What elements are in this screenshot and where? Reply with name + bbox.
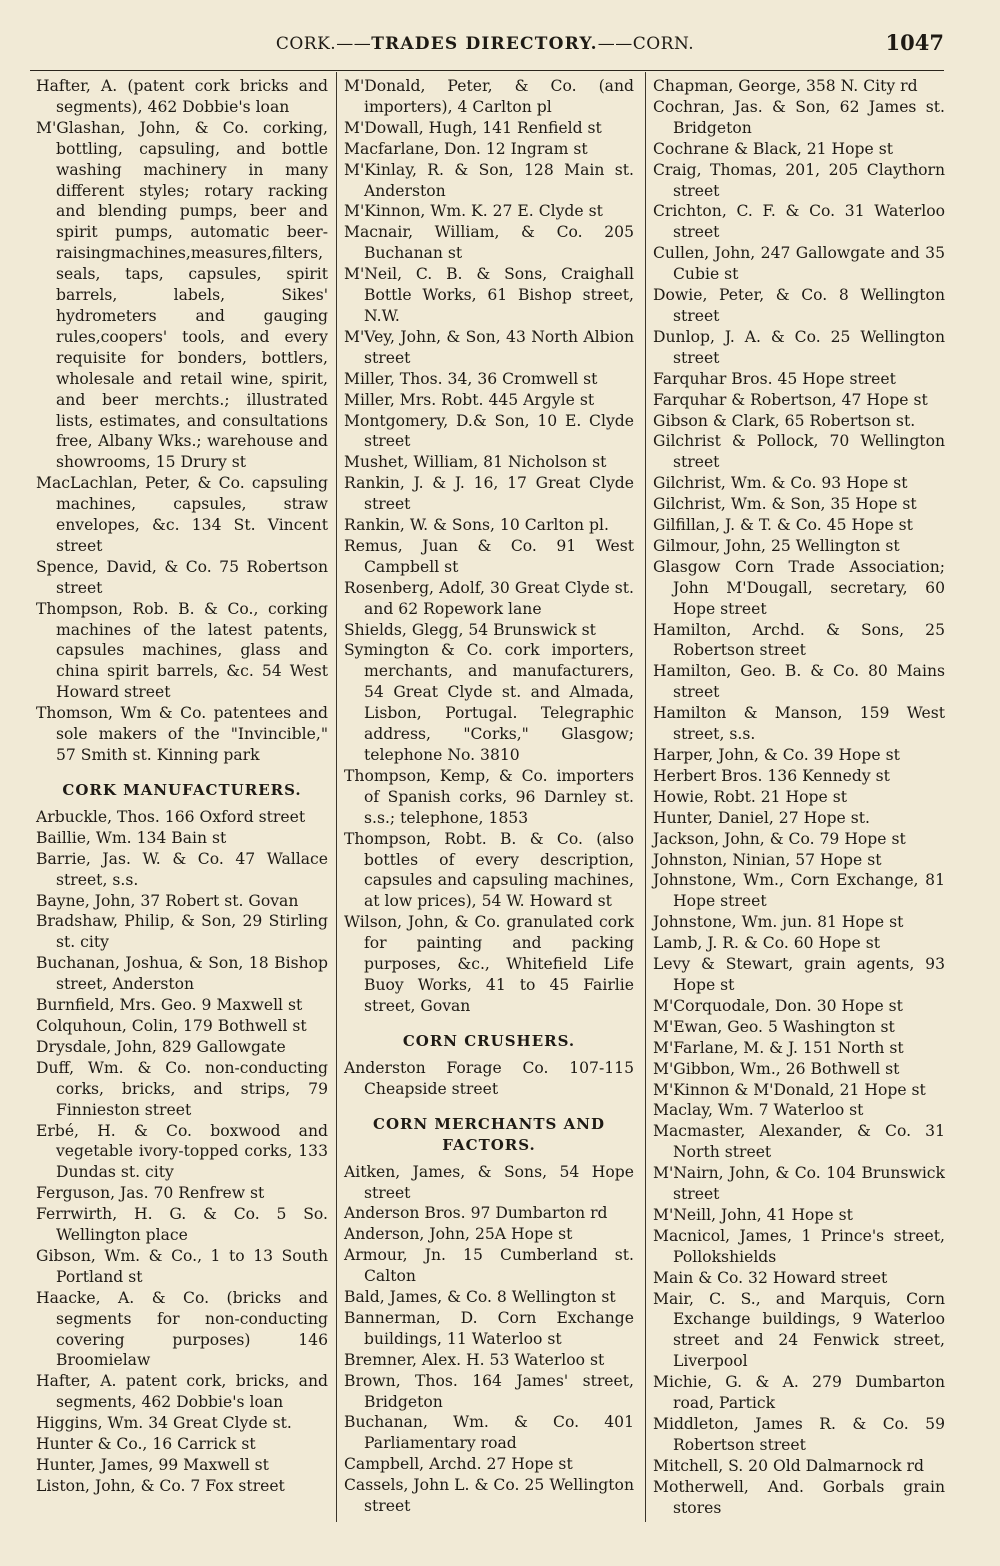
directory-entry: Campbell, Archd. 27 Hope st (344, 1455, 573, 1474)
directory-entry: Baillie, Wm. 134 Bain st (36, 828, 227, 847)
directory-entry: Jackson, John, & Co. 79 Hope st (653, 829, 906, 848)
directory-entry: Gilmour, John, 25 Wellington st (653, 536, 900, 555)
directory-entry: Chapman, George, 358 N. City rd (653, 77, 918, 95)
directory-entry: M'Dowall, Hugh, 141 Renfield st (344, 118, 602, 137)
directory-entry: Erbé, H. & Co. boxwood and vegetable ivory-topped corks, 133 Dundas st. city (36, 1121, 328, 1182)
directory-entry: M'Farlane, M. & J. 151 North st (653, 1038, 904, 1057)
directory-entry: Wilson, John, & Co. granulated cork for painting and packing purposes, &c., Whitefield Life Buoy Works, 41 to 45 Fairlie street, Govan (344, 913, 634, 1015)
directory-entry: Burnfield, Mrs. Geo. 9 Maxwell st (36, 996, 303, 1015)
directory-entry: Ferguson, Jas. 70 Renfrew st (36, 1184, 265, 1203)
directory-entry: Aitken, James, & Sons, 54 Hope street (344, 1162, 634, 1202)
directory-entry: Miller, Mrs. Robt. 445 Argyle st (344, 390, 595, 409)
directory-entry: Rankin, J. & J. 16, 17 Great Clyde street (344, 474, 634, 514)
running-title-center: TRADES DIRECTORY. (371, 34, 598, 54)
header-rule (30, 70, 944, 71)
directory-entry: Hunter & Co., 16 Carrick st (36, 1435, 256, 1454)
directory-entry: Buchanan, Wm. & Co. 401 Parliamentary road (344, 1413, 634, 1453)
directory-entry: Montgomery, D.& Son, 10 E. Clyde street (344, 411, 634, 451)
directory-entry: Gibson, Wm. & Co., 1 to 13 South Portland st (36, 1246, 328, 1286)
entry-list (344, 1162, 634, 1517)
directory-entry: Craig, Thomas, 201, 205 Claythorn street (653, 160, 945, 200)
directory-entry: Rosenberg, Adolf, 30 Great Clyde st. and 62 Ropework lane (344, 578, 634, 618)
directory-entry: Anderson Bros. 97 Dumbarton rd (344, 1204, 608, 1223)
directory-entry: Armour, Jn. 15 Cumberland st. Calton (344, 1246, 634, 1286)
directory-entry: Remus, Juan & Co. 91 West Campbell st (344, 536, 634, 576)
directory-entry: Bradshaw, Philip, & Son, 29 Stirling st. city (36, 912, 328, 952)
directory-entry: Hafter, A. (patent cork bricks and segments), 462 Dobbie's loan (36, 77, 328, 116)
directory-entry: Brown, Thos. 164 James' street, Bridgeton (344, 1371, 634, 1411)
directory-entry: Thompson, Rob. B. & Co., corking machines of the latest patents, capsules machines, glass and china spirit barrels, &c. 54 West Howard street (36, 599, 328, 702)
directory-entry: Johnston, Ninian, 57 Hope st (653, 850, 882, 869)
directory-entry: Main & Co. 32 Howard street (653, 1268, 888, 1287)
entry-list (344, 1058, 634, 1100)
directory-entry: Bald, James, & Co. 8 Wellington st (344, 1288, 616, 1307)
section-heading: CORK MANUFACTURERS. (62, 780, 302, 799)
directory-entry: Mushet, William, 81 Nicholson st (344, 453, 607, 472)
directory-entry: M'Neill, John, 41 Hope st (653, 1205, 853, 1224)
directory-entry: Cullen, John, 247 Gallowgate and 35 Cubie st (653, 244, 945, 284)
directory-entry: Haacke, A. & Co. (bricks and segments for non-conducting covering purposes) 146 Broomielaw (36, 1288, 328, 1370)
directory-entry: Macmaster, Alexander, & Co. 31 North street (653, 1122, 945, 1162)
directory-entry: M'Ewan, Geo. 5 Washington st (653, 1017, 895, 1036)
directory-entry: Thompson, Kemp, & Co. importers of Spanish corks, 96 Darnley st. s.s.; telephone, 1853 (344, 766, 634, 827)
directory-entry: Thomson, Wm & Co. patentees and sole makers of the "Invincible," 57 Smith st. Kinning park (36, 704, 328, 764)
directory-entry: Symington & Co. cork importers, merchants, and manufacturers, 54 Great Clyde st. and Almada, Lisbon, Portugal. Telegraphic address, "Corks," Glasgow; telephone No. 3810 (344, 641, 634, 764)
directory-entry: M'Nairn, John, & Co. 104 Brunswick street (653, 1164, 945, 1204)
column-2 (344, 76, 634, 1517)
directory-entry: Barrie, Jas. W. & Co. 47 Wallace street, s.s. (36, 849, 328, 889)
directory-entry: M'Kinnon, Wm. K. 27 E. Clyde st (344, 202, 603, 221)
directory-entry: Gibson & Clark, 65 Robertson st. (653, 411, 916, 430)
directory-entry: Hafter, A. patent cork, bricks, and segments, 462 Dobbie's loan (36, 1372, 328, 1412)
directory-entry: Gilchrist, Wm. & Son, 35 Hope st (653, 495, 917, 514)
directory-entry: Dunlop, J. A. & Co. 25 Wellington street (653, 327, 945, 367)
entry-list (36, 76, 328, 766)
section-heading: CORN CRUSHERS. (402, 1031, 576, 1050)
directory-entry: Bannerman, D. Corn Exchange buildings, 11 Waterloo st (344, 1308, 634, 1348)
directory-entry: Hunter, Daniel, 27 Hope st. (653, 808, 870, 827)
column-3 (653, 76, 945, 1519)
directory-entry: Hamilton, Geo. B. & Co. 80 Mains street (653, 662, 945, 702)
directory-entry: Thompson, Robt. B. & Co. (also bottles of every description, capsules and capsuling machines, at low prices), 54 W. Howard st (344, 829, 634, 911)
directory-entry: Motherwell, And. Gorbals grain stores (653, 1477, 945, 1517)
directory-entry: M'Kinnon & M'Donald, 21 Hope st (653, 1080, 926, 1099)
directory-entry: Crichton, C. F. & Co. 31 Waterloo street (653, 202, 945, 242)
page-number: 1047 (885, 30, 944, 55)
directory-entry: Middleton, James R. & Co. 59 Robertson street (653, 1415, 945, 1454)
directory-entry: Anderston Forage Co. 107-115 Cheapside street (344, 1058, 634, 1098)
directory-entry: M'Gibbon, Wm., 26 Bothwell st (653, 1059, 900, 1078)
directory-entry: Higgins, Wm. 34 Great Clyde st. (36, 1414, 292, 1433)
directory-entry: Arbuckle, Thos. 166 Oxford street (36, 807, 306, 826)
directory-entry: Buchanan, Joshua, & Son, 18 Bishop street, Anderston (36, 954, 328, 994)
directory-entry: Duff, Wm. & Co. non-conducting corks, bricks, and strips, 79 Finnieston street (36, 1058, 328, 1119)
directory-entry: Gilchrist, Wm. & Co. 93 Hope st (653, 474, 908, 493)
directory-entry: Spence, David, & Co. 75 Robertson street (36, 557, 328, 597)
running-title-right: ——CORN. (597, 34, 695, 54)
directory-entry: Cochran, Jas. & Son, 62 James st. Bridgeton (653, 97, 945, 137)
directory-entry: Hamilton, Archd. & Sons, 25 Robertson street (653, 620, 945, 660)
column-divider (645, 72, 646, 1522)
directory-entry: Macnicol, James, 1 Prince's street, Pollokshields (653, 1226, 945, 1266)
directory-entry: Gilchrist & Pollock, 70 Wellington street (653, 432, 945, 472)
directory-entry: Rankin, W. & Sons, 10 Carlton pl. (344, 516, 609, 535)
directory-entry: Johnstone, Wm. jun. 81 Hope st (653, 913, 904, 932)
directory-entry: M'Glashan, John, & Co. corking, bottling, capsuling, and bottle washing machinery in many different styles; rotary racking and blending pumps, beer and spirit pumps, automatic beer-raisingmachines,measures,filters, seals, taps, capsules, spirit barrels, labels, Sikes' hydrometers and gauging rules,coopers' tools, and every requisite for bonders, bottlers, wholesale and retail wine, spirit, and beer merchts.; illustrated lists, estimates, and consultations free, Albany Wks.; warehouse and showrooms, 15 Drury st (36, 118, 328, 472)
directory-entry: Glasgow Corn Trade Association; John M'Dougall, secretary, 60 Hope street (653, 557, 945, 618)
directory-entry: Macfarlane, Don. 12 Ingram st (344, 139, 588, 158)
entry-list (653, 76, 945, 1519)
directory-entry: Liston, John, & Co. 7 Fox street (36, 1476, 285, 1495)
directory-entry: Bremner, Alex. H. 53 Waterloo st (344, 1350, 605, 1369)
running-title-left: CORK.—— (275, 34, 372, 54)
directory-entry: Farquhar Bros. 45 Hope street (653, 369, 896, 388)
directory-entry: Anderson, John, 25A Hope st (344, 1225, 573, 1244)
directory-entry: M'Kinlay, R. & Son, 128 Main st. Anderston (344, 160, 634, 200)
directory-entry: Maclay, Wm. 7 Waterloo st (653, 1101, 864, 1120)
directory-entry: Hunter, James, 99 Maxwell st (36, 1456, 269, 1474)
running-title (250, 34, 720, 54)
directory-entry: M'Donald, Peter, & Co. (and importers), 4 Carlton pl (344, 77, 634, 116)
directory-entry: Farquhar & Robertson, 47 Hope st (653, 390, 928, 409)
directory-entry: Levy & Stewart, grain agents, 93 Hope st (653, 955, 945, 994)
directory-entry: Howie, Robt. 21 Hope st (653, 787, 847, 806)
directory-entry: Cassels, John L. & Co. 25 Wellington street (344, 1476, 634, 1516)
column-1 (36, 76, 328, 1497)
directory-entry: Gilfillan, J. & T. & Co. 45 Hope st (653, 516, 913, 535)
directory-entry: Macnair, William, & Co. 205 Buchanan st (344, 223, 634, 263)
directory-entry: Lamb, J. R. & Co. 60 Hope st (653, 934, 880, 953)
directory-entry: Dowie, Peter, & Co. 8 Wellington street (653, 286, 945, 325)
directory-entry: M'Neil, C. B. & Sons, Craighall Bottle Works, 61 Bishop street, N.W. (344, 265, 634, 325)
directory-entry: Miller, Thos. 34, 36 Cromwell st (344, 369, 598, 388)
entry-list (344, 76, 634, 1017)
directory-entry: Shields, Glegg, 54 Brunswick st (344, 620, 596, 639)
directory-entry: Herbert Bros. 136 Kennedy st (653, 766, 890, 785)
directory-entry: Ferrwirth, H. G. & Co. 5 So. Wellington place (36, 1205, 328, 1245)
directory-entry: Mair, C. S., and Marquis, Corn Exchange buildings, 9 Waterloo street and 24 Fenwick street, Liverpool (653, 1289, 945, 1371)
directory-entry: Michie, G. & A. 279 Dumbarton road, Partick (653, 1373, 945, 1413)
directory-entry: Bayne, John, 37 Robert st. Govan (36, 891, 299, 910)
directory-entry: Cochrane & Black, 21 Hope st (653, 139, 893, 158)
directory-entry: Harper, John, & Co. 39 Hope st (653, 746, 900, 764)
directory-entry: MacLachlan, Peter, & Co. capsuling machines, capsules, straw envelopes, &c. 134 St. Vincent street (36, 474, 328, 555)
column-divider (336, 72, 337, 1522)
directory-entry: Drysdale, John, 829 Gallowgate (36, 1037, 286, 1056)
directory-entry: M'Corquodale, Don. 30 Hope st (653, 996, 903, 1015)
directory-entry: Mitchell, S. 20 Old Dalmarnock rd (653, 1456, 924, 1475)
directory-entry: M'Vey, John, & Son, 43 North Albion street (344, 327, 634, 367)
directory-entry: Colquhoun, Colin, 179 Bothwell st (36, 1016, 307, 1035)
page-header (0, 28, 1000, 68)
directory-entry: Hamilton & Manson, 159 West street, s.s. (653, 704, 945, 744)
section-heading: CORN MERCHANTS AND FACTORS. (373, 1114, 605, 1154)
entry-list (36, 807, 328, 1497)
directory-entry: Johnstone, Wm., Corn Exchange, 81 Hope street (653, 871, 945, 911)
